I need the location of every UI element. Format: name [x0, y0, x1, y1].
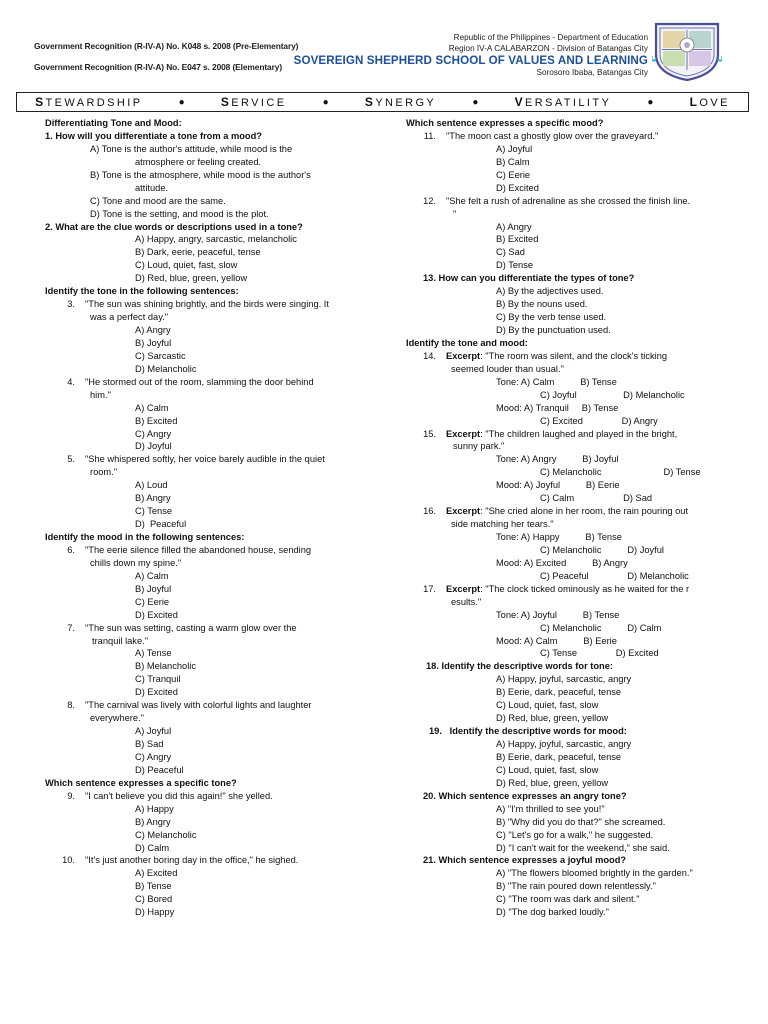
answer-line — [45, 259, 375, 272]
line-text: A) Happy, joyful, sarcastic, angry — [496, 739, 632, 749]
answer-line — [406, 764, 736, 777]
question-stem — [406, 195, 736, 208]
line-text: : "The clock ticked ominously as he waited for the r — [480, 583, 690, 594]
line-text: side matching her tears." — [451, 519, 554, 530]
line-text: D) Excited — [135, 687, 178, 698]
line-text: C) "Let's go for a walk," he suggested. — [496, 829, 654, 840]
line-text: D) Joyful — [135, 441, 172, 452]
line-text: A) Excited — [135, 868, 178, 879]
republic-line: Republic of the Philippines - Department of Education — [453, 33, 648, 42]
answer-line — [406, 221, 736, 234]
line-text: 21. Which sentence expresses a joyful mood? — [423, 855, 627, 866]
answer-line — [406, 880, 736, 893]
line-text: was a perfect day." — [90, 312, 169, 323]
line-text: A) Angry — [496, 221, 532, 232]
line-text: C) Melancholic — [135, 829, 197, 840]
section-heading — [45, 221, 375, 234]
motto-service: SERVICE — [220, 95, 287, 109]
question-number: 7. — [67, 622, 75, 633]
answer-line — [406, 867, 736, 880]
question-stem — [406, 350, 736, 363]
answer-line — [406, 635, 736, 648]
region-line: Region IV-A CALABARZON - Division of Batangas City — [448, 44, 648, 53]
answer-line — [406, 647, 736, 660]
answer-line — [45, 816, 375, 829]
answer-line — [406, 143, 736, 156]
answer-line — [45, 751, 375, 764]
motto-separator: ● — [322, 96, 329, 108]
line-text: atmosphere or feeling created. — [135, 156, 262, 167]
question-number: 3. — [67, 299, 75, 310]
right-question-column — [406, 117, 736, 919]
question-stem — [45, 453, 375, 466]
line-text: A) Joyful — [135, 726, 172, 737]
line-text: C) Eerie — [135, 596, 170, 607]
answer-line — [406, 492, 736, 505]
answer-line — [406, 829, 736, 842]
line-text: C) Tone and mood are the same. — [90, 195, 226, 206]
section-heading — [45, 285, 375, 298]
line-text: B) Sad — [135, 739, 164, 749]
question-number: 17. — [423, 583, 436, 594]
line-text: " — [453, 208, 457, 219]
answer-line — [406, 440, 736, 453]
line-text: C) Sarcastic — [135, 350, 186, 361]
answer-line — [45, 505, 375, 518]
line-text: C) Loud, quiet, fast, slow — [496, 764, 599, 775]
line-text: Which sentence expresses a specific tone? — [45, 777, 237, 788]
line-text: D) Calm — [135, 842, 170, 853]
motto-separator: ● — [647, 96, 654, 108]
line-text: C) Sad — [496, 247, 525, 258]
line-text: A) Calm — [135, 402, 169, 413]
line-text: attitude. — [135, 182, 169, 193]
line-text: C) By the verb tense used. — [496, 312, 607, 323]
answer-line — [45, 596, 375, 609]
line-text: esults." — [451, 596, 482, 607]
answer-line — [45, 311, 375, 324]
answer-line — [45, 156, 375, 169]
answer-line — [45, 350, 375, 363]
line-text: chills down my spine." — [90, 557, 182, 568]
line-text: B) Joyful — [135, 337, 172, 348]
line-text: D) Tone is the setting, and mood is the plot. — [90, 208, 269, 219]
line-text: : "The room was silent, and the clock's ticking — [480, 350, 668, 361]
line-text: B) Angry — [135, 493, 171, 504]
answer-line — [45, 712, 375, 725]
motto-bar — [16, 92, 749, 112]
answer-line — [45, 570, 375, 583]
line-text: Identify the mood in the following sentences: — [45, 532, 245, 542]
question-number: 10. — [62, 855, 75, 866]
answer-line — [406, 842, 736, 855]
line-text: D) "The dog barked loudly." — [496, 907, 609, 918]
excerpt-label: Excerpt — [446, 350, 481, 361]
answer-line — [45, 686, 375, 699]
answer-line — [406, 376, 736, 389]
answer-line — [406, 285, 736, 298]
answer-line — [45, 764, 375, 777]
line-text: "The moon cast a ghostly glow over the graveyard." — [446, 130, 659, 141]
line-text: Mood: A) Calm B) Eerie — [496, 635, 617, 646]
line-text: 18. Identify the descriptive words for tone: — [426, 661, 614, 672]
line-text: C) Angry — [135, 428, 172, 439]
section-heading — [406, 117, 736, 130]
line-text: B) Melancholic — [135, 661, 196, 672]
line-text: D) Red, blue, green, yellow — [496, 777, 609, 788]
school-logo-icon — [652, 20, 722, 82]
answer-line — [406, 699, 736, 712]
line-text: B) Dark, eerie, peaceful, tense — [135, 247, 261, 258]
line-text: everywhere." — [90, 713, 144, 724]
answer-line — [45, 389, 375, 402]
section-heading — [45, 117, 375, 130]
answer-line — [406, 311, 736, 324]
answer-line — [45, 466, 375, 479]
line-text: D) Happy — [135, 907, 175, 918]
line-text: B) Eerie, dark, peaceful, tense — [496, 687, 622, 698]
answer-line — [45, 609, 375, 622]
question-number: 16. — [423, 506, 436, 517]
line-text: room." — [90, 467, 118, 478]
question-number: 14. — [423, 350, 436, 361]
answer-line — [406, 531, 736, 544]
answer-line — [406, 609, 736, 622]
answer-line — [45, 893, 375, 906]
answer-line — [45, 867, 375, 880]
line-text: A) Joyful — [496, 143, 533, 154]
line-text: D) Tense — [496, 260, 534, 271]
answer-line — [45, 143, 375, 156]
line-text: C) Melancholic D) Calm — [540, 622, 662, 633]
answer-line — [406, 544, 736, 557]
question-number: 8. — [67, 700, 75, 711]
answer-line — [45, 647, 375, 660]
line-text: B) By the nouns used. — [496, 299, 588, 310]
line-text: tranquil lake." — [92, 635, 149, 646]
answer-line — [406, 518, 736, 531]
section-heading — [45, 777, 375, 790]
line-text: Tone: A) Joyful B) Tense — [496, 609, 620, 620]
answer-line — [45, 518, 375, 531]
line-text: Mood: A) Tranquil B) Tense — [496, 402, 619, 413]
question-number: 11. — [423, 130, 436, 141]
line-text: C) Calm D) Sad — [540, 493, 653, 504]
section-heading — [406, 790, 736, 803]
question-stem — [45, 544, 375, 557]
answer-line — [406, 182, 736, 195]
line-text: "I can't believe you did this again!" she yelled. — [85, 790, 273, 801]
answer-line — [406, 298, 736, 311]
answer-line — [45, 233, 375, 246]
answer-line — [45, 324, 375, 337]
answer-line — [45, 635, 375, 648]
recognition-elementary: Government Recognition (R-IV-A) No. E047 s. 2008 (Elementary) — [34, 62, 283, 72]
answer-line — [406, 803, 736, 816]
question-stem — [45, 298, 375, 311]
question-stem — [45, 699, 375, 712]
line-text: D) Peaceful — [135, 519, 187, 530]
left-question-column — [45, 117, 375, 919]
answer-line — [45, 803, 375, 816]
line-text: 20. Which sentence expresses an angry tone? — [423, 790, 627, 801]
answer-line — [406, 712, 736, 725]
answer-line — [406, 324, 736, 337]
line-text: B) Tone is the atmosphere, while mood is the author's — [90, 169, 311, 180]
answer-line — [45, 337, 375, 350]
line-text: D) Red, blue, green, yellow — [135, 273, 248, 284]
line-text: C) Angry — [135, 751, 172, 762]
line-text: "He stormed out of the room, slamming the door behind — [85, 376, 314, 387]
answer-line — [406, 777, 736, 790]
line-text: A) Angry — [135, 325, 171, 335]
question-stem — [406, 505, 736, 518]
line-text: "She felt a rush of adrenaline as she crossed the finish line. — [446, 195, 691, 206]
line-text: 19. Identify the descriptive words for mood: — [429, 726, 627, 737]
answer-line — [406, 738, 736, 751]
line-text: C) Loud, quiet, fast, slow — [496, 700, 599, 711]
line-text: A) By the adjectives used. — [496, 286, 604, 297]
answer-line — [45, 415, 375, 428]
line-text: D) Excited — [135, 609, 178, 620]
line-text: A) "I'm thrilled to see you!" — [496, 803, 605, 814]
answer-line — [45, 272, 375, 285]
line-text: B) Excited — [496, 234, 539, 245]
answer-line — [406, 233, 736, 246]
question-number: 12. — [423, 195, 436, 206]
line-text: B) Excited — [135, 415, 178, 426]
school-address: Sorosoro Ibaba, Batangas City — [536, 68, 648, 77]
answer-line — [406, 259, 736, 272]
motto-separator: ● — [178, 96, 185, 108]
line-text: Identify the tone in the following sentences: — [45, 286, 239, 297]
answer-line — [45, 479, 375, 492]
motto-love: LOVE — [689, 95, 730, 109]
section-heading — [45, 531, 375, 544]
line-text: C) "The room was dark and silent." — [496, 894, 640, 905]
line-text: B) Tense — [135, 881, 172, 892]
line-text: A) Calm — [135, 570, 169, 581]
line-text: B) Angry — [135, 816, 171, 827]
answer-line — [406, 816, 736, 829]
answer-line — [406, 673, 736, 686]
answer-line — [406, 169, 736, 182]
answer-line — [406, 246, 736, 259]
line-text: "The sun was shining brightly, and the birds were singing. It — [85, 299, 329, 310]
school-name: SOVEREIGN SHEPHERD SCHOOL OF VALUES AND LEARNING — [293, 54, 648, 67]
answer-line — [406, 363, 736, 376]
line-text: : "She cried alone in her room, the rain pouring out — [480, 506, 689, 517]
answer-line — [406, 208, 736, 221]
line-text: B) Eerie, dark, peaceful, tense — [496, 751, 622, 762]
line-text: D) Peaceful — [135, 764, 184, 775]
answer-line — [45, 492, 375, 505]
question-number: 6. — [67, 544, 75, 555]
line-text: C) Eerie — [496, 169, 531, 180]
line-text: Identify the tone and mood: — [406, 337, 528, 348]
section-heading — [406, 337, 736, 350]
line-text: 1. How will you differentiate a tone from a mood? — [45, 130, 262, 141]
line-text: D) Melancholic — [135, 363, 197, 374]
line-text: "She whispered softly, her voice barely audible in the quiet — [85, 454, 325, 465]
answer-line — [406, 893, 736, 906]
line-text: D) "I can't wait for the weekend," she said. — [496, 842, 670, 853]
question-stem — [406, 583, 736, 596]
answer-line — [45, 182, 375, 195]
recognition-preelementary: Government Recognition (R-IV-A) No. K048 s. 2008 (Pre-Elementary) — [34, 41, 299, 51]
motto-stewardship: STEWARDSHIP — [35, 95, 143, 109]
line-text: A) Happy, angry, sarcastic, melancholic — [135, 234, 297, 245]
answer-line — [406, 156, 736, 169]
answer-line — [45, 829, 375, 842]
question-number: 5. — [67, 454, 75, 465]
section-heading — [406, 660, 736, 673]
answer-line — [45, 725, 375, 738]
answer-line — [406, 479, 736, 492]
line-text: C) Tense — [135, 506, 173, 517]
answer-line — [45, 660, 375, 673]
section-heading — [406, 854, 736, 867]
answer-line — [45, 842, 375, 855]
answer-line — [45, 440, 375, 453]
answer-line — [45, 363, 375, 376]
answer-line — [406, 466, 736, 479]
answer-line — [406, 557, 736, 570]
line-text: Differentiating Tone and Mood: — [45, 118, 182, 128]
line-text: "The eerie silence filled the abandoned house, sending — [85, 544, 312, 555]
line-text: C) Joyful D) Melancholic — [540, 389, 685, 400]
question-stem — [45, 376, 375, 389]
section-heading — [406, 725, 736, 738]
line-text: D) Red, blue, green, yellow — [496, 713, 609, 724]
answer-line — [406, 622, 736, 635]
line-text: Mood: A) Excited B) Angry — [496, 557, 628, 568]
answer-line — [45, 583, 375, 596]
question-stem — [45, 790, 375, 803]
answer-line — [406, 415, 736, 428]
line-text: "The carnival was lively with colorful lights and laughter — [85, 700, 312, 711]
answer-line — [45, 557, 375, 570]
answer-line — [45, 246, 375, 259]
line-text: C) Peaceful D) Melancholic — [540, 570, 689, 581]
line-text: Tone: A) Calm B) Tense — [496, 376, 617, 387]
line-text: him." — [90, 389, 111, 400]
section-heading — [406, 272, 736, 285]
line-text: C) Excited D) Angry — [540, 415, 658, 426]
line-text: : "The children laughed and played in the bright, — [480, 428, 678, 439]
line-text: "The sun was setting, casting a warm glow over the — [85, 622, 297, 633]
question-stem — [45, 622, 375, 635]
answer-line — [406, 453, 736, 466]
line-text: A) Happy — [135, 803, 174, 814]
line-text: A) Tone is the author's attitude, while mood is the — [90, 143, 293, 154]
question-number: 15. — [423, 428, 436, 439]
answer-line — [45, 880, 375, 893]
question-number: 9. — [67, 790, 75, 801]
answer-line — [45, 195, 375, 208]
line-text: C) Melancholic D) Tense — [540, 467, 701, 478]
excerpt-label: Excerpt — [446, 428, 481, 439]
answer-line — [406, 906, 736, 919]
line-text: C) Melancholic D) Joyful — [540, 544, 664, 555]
line-text: C) Tranquil — [135, 674, 181, 685]
line-text: B) "The rain poured down relentlessly." — [496, 881, 656, 892]
answer-line — [406, 596, 736, 609]
answer-line — [406, 751, 736, 764]
line-text: Which sentence expresses a specific mood? — [406, 118, 604, 128]
section-heading — [45, 130, 375, 143]
answer-line — [45, 169, 375, 182]
answer-line — [406, 570, 736, 583]
answer-line — [45, 673, 375, 686]
line-text: A) Happy, joyful, sarcastic, angry — [496, 674, 632, 685]
answer-line — [406, 402, 736, 415]
motto-synergy: SYNERGY — [364, 95, 437, 109]
answer-line — [45, 906, 375, 919]
answer-line — [45, 428, 375, 441]
question-stem — [406, 130, 736, 143]
answer-line — [45, 402, 375, 415]
line-text: Mood: A) Joyful B) Eerie — [496, 480, 620, 491]
answer-line — [406, 686, 736, 699]
line-text: C) Tense D) Excited — [540, 648, 659, 659]
line-text: B) Calm — [496, 156, 530, 167]
line-text: Tone: A) Angry B) Joyful — [496, 454, 619, 465]
line-text: sunny park." — [453, 441, 505, 452]
line-text: A) Tense — [135, 648, 172, 659]
line-text: B) Joyful — [135, 583, 172, 594]
line-text: 13. How can you differentiate the types of tone? — [423, 273, 635, 284]
excerpt-label: Excerpt — [446, 583, 481, 594]
line-text: 2. What are the clue words or descriptions used in a tone? — [45, 221, 303, 232]
line-text: "It's just another boring day in the office," he sighed. — [85, 855, 299, 866]
line-text: C) Bored — [135, 894, 173, 905]
line-text: D) By the punctuation used. — [496, 325, 611, 335]
question-number: 4. — [67, 376, 75, 387]
line-text: A) "The flowers bloomed brightly in the garden." — [496, 868, 693, 879]
line-text: A) Loud — [135, 480, 168, 491]
answer-line — [45, 208, 375, 221]
line-text: seemed louder than usual." — [451, 363, 564, 374]
line-text: D) Excited — [496, 182, 539, 193]
answer-line — [45, 738, 375, 751]
question-stem — [406, 428, 736, 441]
line-text: B) "Why did you do that?" she screamed. — [496, 816, 666, 827]
line-text: Tone: A) Happy B) Tense — [496, 532, 622, 542]
answer-line — [406, 389, 736, 402]
question-stem — [45, 854, 375, 867]
motto-separator: ● — [472, 96, 479, 108]
line-text: C) Loud, quiet, fast, slow — [135, 260, 238, 271]
motto-versatility: VERSATILITY — [514, 95, 612, 109]
excerpt-label: Excerpt — [446, 506, 481, 517]
